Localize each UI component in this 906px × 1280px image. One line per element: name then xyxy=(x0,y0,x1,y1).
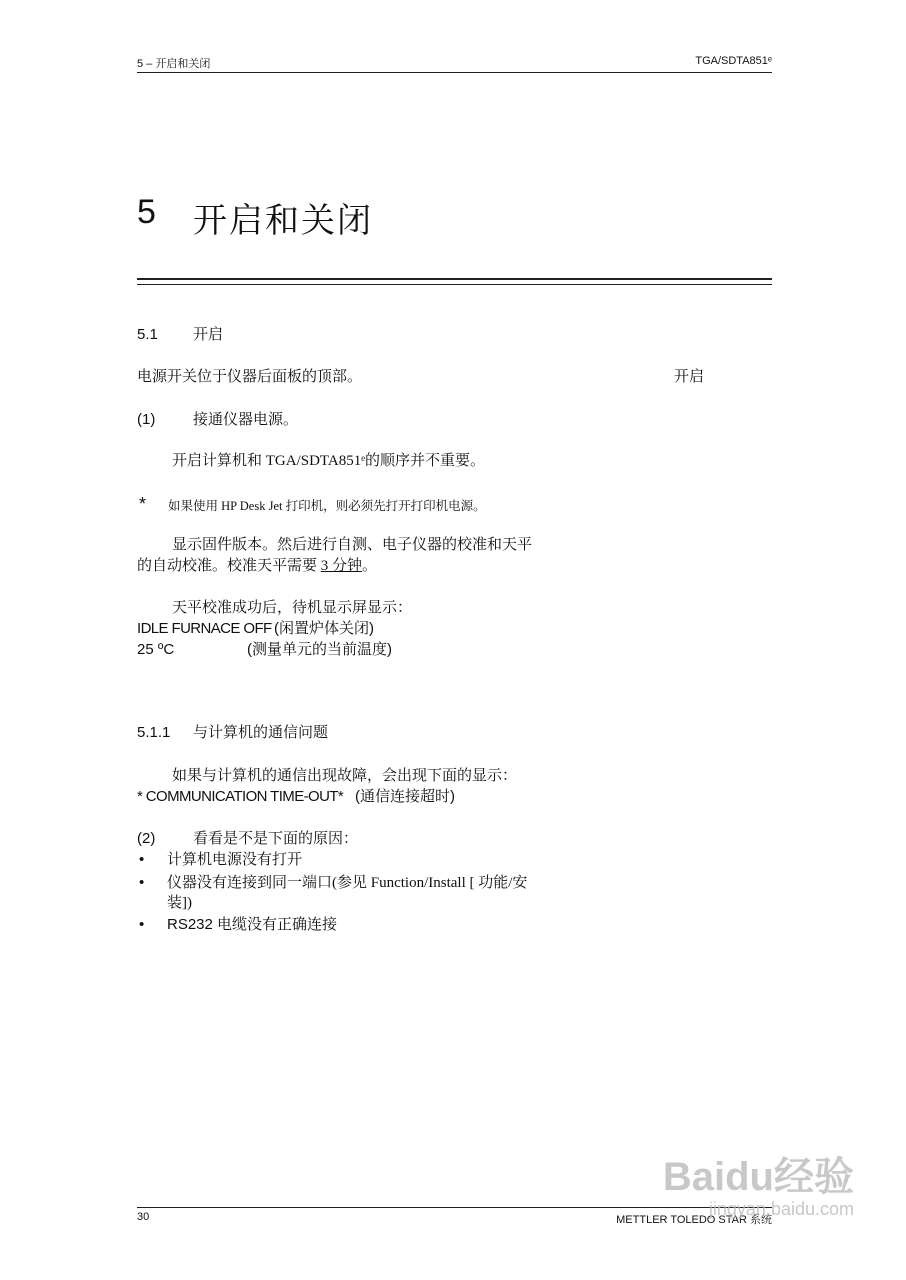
subsection-heading: 与计算机的通信问题 xyxy=(193,724,329,741)
header-rule xyxy=(137,72,772,73)
title-rule-bottom xyxy=(137,284,772,285)
chapter-title: 开启和关闭 xyxy=(193,202,373,240)
bullet-icon: • xyxy=(139,874,145,891)
cause-item-continued: 装]) xyxy=(167,895,192,911)
display-idle-code: IDLE FURNACE OFF xyxy=(137,620,272,637)
subsection-number: 5.1.1 xyxy=(137,724,171,741)
step2-text: 看看是不是下面的原因： xyxy=(193,831,359,847)
step2-number: (2) xyxy=(137,830,156,847)
cause-item: RS232 电缆没有正确连接 xyxy=(167,916,338,933)
watermark-brand: Baidu经验 xyxy=(662,1155,854,1199)
section-heading: 开启 xyxy=(193,326,224,343)
comm-intro: 如果与计算机的通信出现故障，会出现下面的显示： xyxy=(172,768,518,784)
page-number: 30 xyxy=(137,1211,150,1223)
printer-note: 如果使用 HP Desk Jet 打印机，则必须先打开打印机电源。 xyxy=(168,499,486,513)
comm-display-desc: (通信连接超时) xyxy=(355,788,455,805)
cause-item: 仪器没有连接到同一端口(参见 Function/Install [ 功能/安 xyxy=(167,875,528,891)
chapter-number: 5 xyxy=(137,193,156,231)
intro-text: 电源开关位于仪器后面板的顶部。 xyxy=(137,369,363,385)
footer-title: METTLER TOLEDO STAR 系统 xyxy=(616,1214,772,1226)
standby-intro: 天平校准成功后，待机显示屏显示： xyxy=(172,600,413,616)
firmware-text-2-pre: 的自动校准。校准天平需要 xyxy=(137,558,321,574)
star-marker: * xyxy=(139,494,147,514)
title-rule-top xyxy=(137,278,772,280)
header-chapter: 5 – 开启和关闭 xyxy=(137,58,211,70)
watermark-logo xyxy=(663,1155,854,1220)
firmware-text-1: 显示固件版本。然后进行自测、电子仪器的校准和天平 xyxy=(172,537,533,553)
cause-item: 计算机电源没有打开 xyxy=(167,852,303,868)
step-number: (1) xyxy=(137,411,156,428)
display-temp-desc: (测量单元的当前温度) xyxy=(247,641,392,658)
step-text: 接通仪器电源。 xyxy=(193,412,299,428)
section-number: 5.1 xyxy=(137,326,158,343)
header-product: TGA/SDTA851ᵉ xyxy=(695,55,772,67)
order-note: 开启计算机和 TGA/SDTA851ᵉ的顺序并不重要。 xyxy=(172,453,486,469)
bullet-icon: • xyxy=(139,916,145,933)
watermark-url: jingyan.baidu.com xyxy=(708,1199,854,1219)
comm-display-code: * COMMUNICATION TIME-OUT* xyxy=(137,788,344,805)
firmware-text-2-post: 。 xyxy=(362,558,378,574)
margin-note: 开启 xyxy=(674,369,705,385)
bullet-icon: • xyxy=(139,851,145,868)
calibration-duration: 3 分钟 xyxy=(320,558,363,574)
firmware-text-2 xyxy=(137,557,377,575)
display-idle-desc: (闲置炉体关闭) xyxy=(274,620,374,637)
display-temp-code: 25 ºC xyxy=(137,641,175,658)
